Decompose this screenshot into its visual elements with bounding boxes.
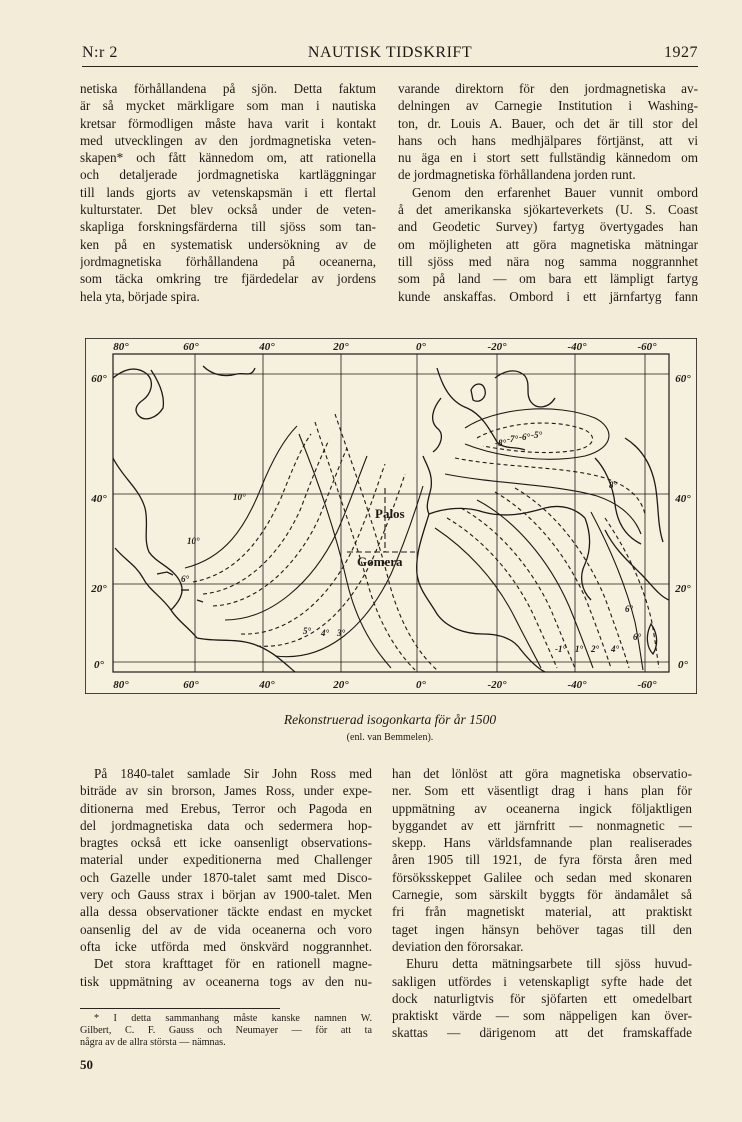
text-line: till sjöss med nära nog samma noggrannhet bbox=[398, 253, 698, 269]
longitude-label-top: 80° bbox=[113, 341, 129, 353]
page-number: 50 bbox=[80, 1057, 93, 1072]
text-line: nu äga en i stort sett fullständig kännedom om bbox=[398, 150, 698, 166]
footnote-line: * I detta sammanhang måste kanske namnen W. bbox=[94, 1013, 372, 1024]
latitude-label-right: 20° bbox=[675, 583, 691, 595]
latitude-label-left: 0° bbox=[94, 659, 104, 671]
text-line: tisk uppmätning av oceanerna togs av den nu- bbox=[80, 973, 372, 989]
text-line: varande direktorn för den jordmagnetiska av- bbox=[398, 81, 698, 96]
isogon-value-label: -1° bbox=[555, 644, 567, 654]
text-line: jordmagnetiska förhållandena på oceanerna, bbox=[80, 253, 376, 269]
latitude-label-right: 60° bbox=[675, 373, 691, 385]
longitude-label-top: 60° bbox=[183, 341, 199, 353]
text-line: skapen* och fått kännedom om, att rationella bbox=[80, 150, 376, 166]
text-line: som täcka omkring tre fjärdedelar av jordens bbox=[80, 271, 376, 287]
isogon-value-label: -6° bbox=[519, 432, 531, 442]
running-header bbox=[82, 44, 698, 66]
longitude-label-bottom: 0° bbox=[416, 679, 426, 691]
longitude-label-top: -40° bbox=[567, 341, 587, 353]
isogon-value-label: 4° bbox=[321, 628, 330, 638]
longitude-label-bottom: -20° bbox=[487, 679, 507, 691]
issue-number: N:r 2 bbox=[82, 44, 118, 61]
place-label-gomera: Gomera bbox=[357, 554, 403, 569]
text-line: biträde av sin brorson, James Ross, under expe- bbox=[80, 783, 372, 799]
latitude-label-left: 60° bbox=[91, 373, 107, 385]
text-line: very och Gauss strax i början av 1900-talet. Men bbox=[80, 887, 372, 903]
isogon-value-label: -8° bbox=[495, 438, 507, 448]
isogon-value-label: 10° bbox=[233, 492, 246, 502]
text-line: På 1840-talet samlade Sir John Ross med bbox=[94, 766, 372, 781]
isogon-value-label: 6° bbox=[625, 604, 634, 614]
column-top-right bbox=[398, 80, 698, 305]
text-line: alla dessa observationer täckte endast en mycket bbox=[80, 904, 372, 920]
text-line: uppmätning av oceanerna ingick följaktligen bbox=[392, 800, 692, 816]
latitude-label-left: 40° bbox=[91, 493, 107, 505]
text-line: del jordmagnetiska data och sedermera hop- bbox=[80, 817, 372, 833]
isogon-value-label: -5° bbox=[531, 430, 543, 440]
text-line: deviation den förorsakar. bbox=[392, 938, 524, 954]
longitude-label-bottom: 80° bbox=[113, 679, 129, 691]
isogon-value-label: 3° bbox=[337, 628, 346, 638]
text-line: praktiskt värde — som näppeligen kan över- bbox=[392, 1008, 692, 1024]
text-line: ton, dr. Louis A. Bauer, och det är till stor del bbox=[398, 115, 698, 131]
longitude-label-bottom: 60° bbox=[183, 679, 199, 691]
text-line: hans och hans medhjälpares förtjänst, att vi bbox=[398, 132, 698, 148]
isogon-value-label: 5° bbox=[303, 626, 312, 636]
text-line: taget ingen hänsyn behöver tagas till den bbox=[392, 921, 692, 937]
isogon-value-label: 4° bbox=[611, 644, 620, 654]
text-line: försöksskeppet Galilee och sedan med skonaren bbox=[392, 869, 692, 885]
longitude-label-top: -20° bbox=[487, 341, 507, 353]
isogon-map bbox=[85, 338, 697, 694]
footnote bbox=[80, 1013, 372, 1050]
text-line: de jordmagnetiska förhållandena jorden runt. bbox=[398, 167, 636, 183]
text-line: ner. Som ett väsentligt drag i hans plan för bbox=[392, 783, 692, 799]
header-rule bbox=[82, 66, 698, 67]
isogon-value-label: 8° bbox=[609, 480, 618, 490]
isogon-value-label: -7° bbox=[507, 434, 519, 444]
column-bottom-left bbox=[80, 765, 372, 990]
text-line: oansenlig del av de vida oceanerna och voro bbox=[80, 921, 372, 937]
text-line: hela yta, började spira. bbox=[80, 288, 200, 304]
text-line: kulturstater. Det blev också under de veten- bbox=[80, 202, 376, 218]
text-line: byggandet av ett järnfritt — nonmagnetic — bbox=[392, 817, 692, 833]
text-line: Carnegie, som särskilt byggts för ändamålet så bbox=[392, 887, 692, 903]
text-line: skattas — därigenom att det framskaffade bbox=[392, 1025, 692, 1041]
year: 1927 bbox=[664, 44, 698, 61]
isogon-value-label: 10° bbox=[187, 536, 200, 546]
latitude-label-left: 20° bbox=[91, 583, 107, 595]
text-line: sakligen utfördes i vetenskapligt syfte hade det bbox=[392, 973, 692, 989]
text-line: delningen av Carnegie Institution i Washing- bbox=[398, 98, 698, 114]
text-line: Ehuru detta mätningsarbete till sjöss huvud- bbox=[406, 956, 692, 972]
latitude-label-right: 40° bbox=[675, 493, 691, 505]
text-line: han det lönlöst att göra magnetiska observatio- bbox=[392, 766, 692, 781]
longitude-label-top: 20° bbox=[333, 341, 349, 353]
text-line: med utvecklingen av den jordmagnetiska veten- bbox=[80, 132, 376, 148]
text-line: material under expeditionerna med Challenger bbox=[80, 852, 372, 868]
latitude-label-right: 0° bbox=[678, 659, 688, 671]
isogon-value-label: 6° bbox=[633, 632, 642, 642]
text-line: om möjligheten att göra magnetiska mätningar bbox=[398, 236, 698, 252]
longitude-label-bottom: -40° bbox=[567, 679, 587, 691]
text-line: och Gazelle under 1870-talet samt med Disco- bbox=[80, 869, 372, 885]
footnote-rule bbox=[80, 1008, 280, 1009]
longitude-label-top: 40° bbox=[259, 341, 275, 353]
column-bottom-right bbox=[392, 765, 692, 1042]
text-line: är så mycket märkligare som man i nautiska bbox=[80, 98, 376, 114]
map-caption-source bbox=[82, 732, 698, 743]
longitude-label-top: -60° bbox=[637, 341, 657, 353]
footnote-line: Gilbert, C. F. Gauss och Neumayer — för att ta bbox=[80, 1025, 372, 1037]
text-line: ken på en systematisk undersökning av de bbox=[80, 236, 376, 252]
place-label-palos: Palos bbox=[375, 506, 405, 521]
caption-source: (enl. van Bemmelen). bbox=[346, 732, 434, 743]
text-line: som på land — om bara ett lämpligt fartyg bbox=[398, 271, 698, 287]
text-line: ditionerna med Erebus, Terror och Pagoda en bbox=[80, 800, 372, 816]
longitude-label-bottom: 40° bbox=[259, 679, 275, 691]
text-line: skepp. Hans världsfamnande plan realiserades bbox=[392, 835, 692, 851]
isogon-value-label: 1° bbox=[575, 644, 584, 654]
text-line: kunde anskaffas. Ombord i ett järnfartyg fann bbox=[398, 288, 698, 304]
text-line: and Geodetic Survey) fartyg övertygades han bbox=[398, 219, 698, 235]
text-line: och detaljerade jordmagnetiska kartläggningar bbox=[80, 167, 376, 183]
longitude-label-bottom: 20° bbox=[333, 679, 349, 691]
isogon-value-label: 2° bbox=[591, 644, 600, 654]
text-line: kretsar förmodligen måste hava varit i kontakt bbox=[80, 115, 376, 131]
longitude-label-top: 0° bbox=[416, 341, 426, 353]
footnote-line: några av de allra största — nämnas. bbox=[80, 1037, 226, 1049]
text-line: Det stora krafttaget för en rationell magne- bbox=[94, 956, 372, 972]
longitude-label-bottom: -60° bbox=[637, 679, 657, 691]
column-top-left bbox=[80, 80, 376, 305]
text-line: åren 1905 till 1921, de fyra första åren med bbox=[392, 852, 692, 868]
journal-title: NAUTISK TIDSKRIFT bbox=[307, 44, 473, 61]
text-line: å det amerikanska sjökarteverkets (U. S. Coast bbox=[398, 202, 698, 218]
text-line: till lands gjorts av vetenskapsmän i ett flertal bbox=[80, 184, 376, 200]
text-line: skapliga forskningsfärderna till sjöss som tan- bbox=[80, 219, 376, 235]
caption-title: Rekonstruerad isogonkarta för år 1500 bbox=[283, 712, 497, 727]
text-line: ofta icke utförda med önskvärd noggrannhet. bbox=[80, 938, 372, 954]
text-line: netiska förhållandena på sjön. Detta faktum bbox=[80, 81, 376, 96]
text-line: Genom den erfarenhet Bauer vunnit ombord bbox=[412, 184, 698, 200]
text-line: bragtes också ett icke oansenligt observations- bbox=[80, 835, 372, 851]
isogon-value-label: 6° bbox=[181, 574, 190, 584]
map-caption bbox=[82, 712, 698, 728]
text-line: fri från magnetiskt material, att praktiskt bbox=[392, 904, 692, 920]
text-line: dock naturligtvis för sjöfarten ett omedelbart bbox=[392, 990, 692, 1006]
